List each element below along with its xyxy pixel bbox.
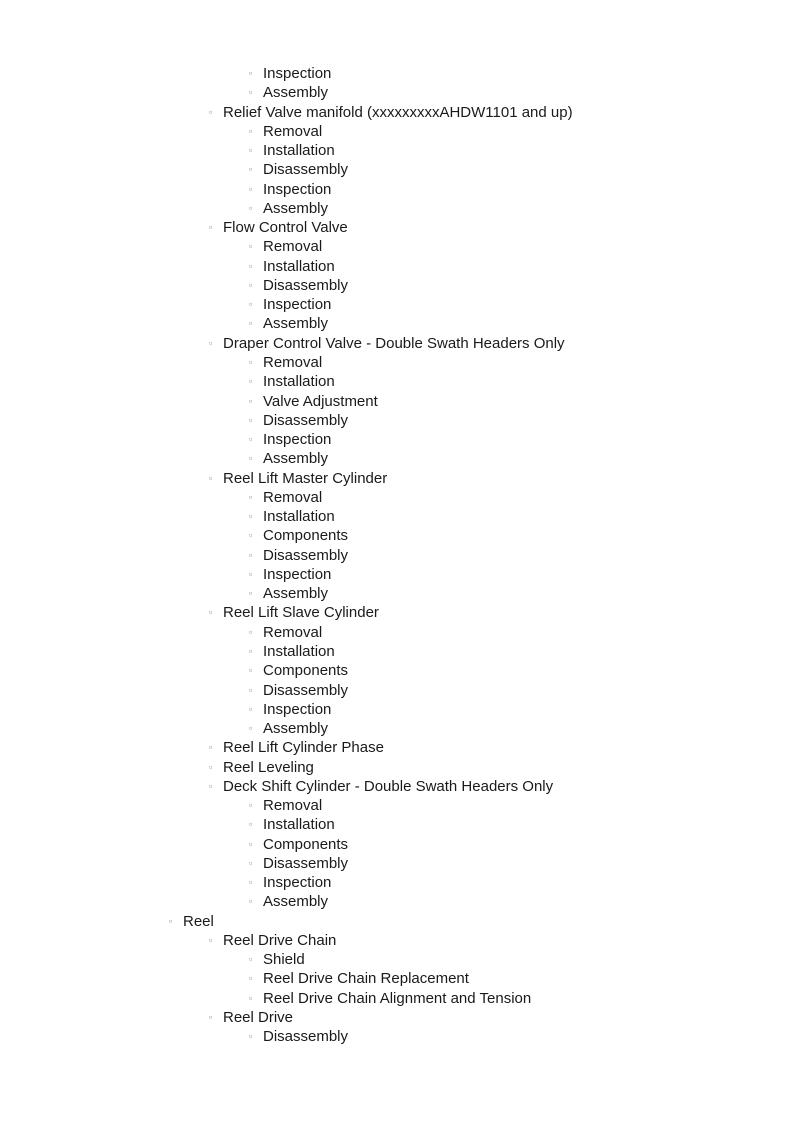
toc-item-label[interactable]: Components bbox=[263, 527, 349, 545]
toc-item-level-3[interactable] bbox=[0, 488, 794, 507]
list-bullet-icon: ▫ bbox=[209, 472, 213, 483]
list-bullet-icon: ▫ bbox=[249, 838, 253, 849]
list-bullet-icon: ▫ bbox=[249, 511, 253, 522]
toc-item-label[interactable]: Disassembly bbox=[263, 681, 349, 699]
toc-item-label[interactable]: Reel Lift Slave Cylinder bbox=[223, 604, 379, 622]
toc-item-level-2[interactable] bbox=[0, 738, 794, 757]
toc-item-label[interactable]: Deck Shift Cylinder - Double Swath Headers Only bbox=[223, 777, 554, 795]
list-bullet-icon: ▫ bbox=[249, 241, 253, 252]
toc-item-level-3[interactable] bbox=[0, 989, 794, 1008]
toc-item-label[interactable]: Reel Drive Chain Alignment and Tension bbox=[263, 989, 532, 1007]
toc-item-level-3[interactable] bbox=[0, 83, 794, 102]
toc-item-label[interactable]: Installation bbox=[263, 257, 335, 275]
toc-item-label[interactable]: Assembly bbox=[263, 84, 329, 102]
list-bullet-icon: ▫ bbox=[249, 260, 253, 271]
toc-item-label[interactable]: Inspection bbox=[263, 431, 332, 449]
toc-item-label[interactable]: Disassembly bbox=[263, 161, 349, 179]
toc-item-label[interactable]: Components bbox=[263, 835, 349, 853]
toc-item-label[interactable]: Inspection bbox=[263, 874, 332, 892]
list-bullet-icon: ▫ bbox=[209, 761, 213, 772]
toc-item-level-2[interactable] bbox=[0, 777, 794, 796]
list-bullet-icon: ▫ bbox=[249, 684, 253, 695]
toc-item-label[interactable]: Assembly bbox=[263, 450, 329, 468]
toc-item-label[interactable]: Disassembly bbox=[263, 854, 349, 872]
toc-item-level-3[interactable] bbox=[0, 64, 794, 83]
toc-item-level-3[interactable] bbox=[0, 353, 794, 372]
toc-item-label[interactable]: Removal bbox=[263, 797, 323, 815]
toc-item-level-1[interactable] bbox=[0, 912, 794, 931]
list-bullet-icon: ▫ bbox=[249, 703, 253, 714]
toc-item-label[interactable]: Disassembly bbox=[263, 276, 349, 294]
toc-item-label[interactable]: Removal bbox=[263, 122, 323, 140]
toc-item-label[interactable]: Draper Control Valve - Double Swath Headers Only bbox=[223, 334, 565, 352]
toc-item-label[interactable]: Assembly bbox=[263, 720, 329, 738]
toc-item-label[interactable]: Disassembly bbox=[263, 411, 349, 429]
toc-item-label[interactable]: Assembly bbox=[263, 893, 329, 911]
toc-item-label[interactable]: Installation bbox=[263, 642, 335, 660]
toc-item-level-3[interactable] bbox=[0, 565, 794, 584]
list-bullet-icon: ▫ bbox=[249, 800, 253, 811]
table-of-contents bbox=[0, 64, 794, 1047]
list-bullet-icon: ▫ bbox=[249, 395, 253, 406]
list-bullet-icon: ▫ bbox=[249, 954, 253, 965]
toc-item-label[interactable]: Inspection bbox=[263, 180, 332, 198]
list-bullet-icon: ▫ bbox=[209, 106, 213, 117]
toc-item-level-2[interactable] bbox=[0, 758, 794, 777]
toc-item-label[interactable]: Components bbox=[263, 662, 349, 680]
toc-item-level-3[interactable] bbox=[0, 873, 794, 892]
toc-item-label[interactable]: Assembly bbox=[263, 315, 329, 333]
list-bullet-icon: ▫ bbox=[249, 723, 253, 734]
list-bullet-icon: ▫ bbox=[249, 434, 253, 445]
toc-item-level-3[interactable] bbox=[0, 180, 794, 199]
list-bullet-icon: ▫ bbox=[249, 318, 253, 329]
toc-item-level-3[interactable] bbox=[0, 719, 794, 738]
list-bullet-icon: ▫ bbox=[249, 530, 253, 541]
list-bullet-icon: ▫ bbox=[249, 279, 253, 290]
toc-item-label[interactable]: Reel Lift Cylinder Phase bbox=[223, 739, 384, 757]
list-bullet-icon: ▫ bbox=[249, 819, 253, 830]
list-bullet-icon: ▫ bbox=[249, 453, 253, 464]
toc-item-level-2[interactable] bbox=[0, 469, 794, 488]
toc-item-level-3[interactable] bbox=[0, 835, 794, 854]
list-bullet-icon: ▫ bbox=[249, 645, 253, 656]
toc-item-label[interactable]: Inspection bbox=[263, 700, 332, 718]
toc-item-level-2[interactable] bbox=[0, 334, 794, 353]
toc-item-label[interactable]: Flow Control Valve bbox=[223, 219, 348, 237]
list-bullet-icon: ▫ bbox=[209, 222, 213, 233]
toc-item-label[interactable]: Installation bbox=[263, 142, 335, 160]
list-bullet-icon: ▫ bbox=[209, 1012, 213, 1023]
toc-item-level-3[interactable] bbox=[0, 122, 794, 141]
list-bullet-icon: ▫ bbox=[169, 915, 173, 926]
toc-item-level-3[interactable] bbox=[0, 815, 794, 834]
toc-item-label[interactable]: Inspection bbox=[263, 296, 332, 314]
list-bullet-icon: ▫ bbox=[249, 857, 253, 868]
list-bullet-icon: ▫ bbox=[249, 568, 253, 579]
toc-item-level-3[interactable] bbox=[0, 1027, 794, 1046]
toc-item-level-3[interactable] bbox=[0, 141, 794, 160]
toc-item-level-3[interactable] bbox=[0, 584, 794, 603]
toc-item-label[interactable]: Disassembly bbox=[263, 1028, 349, 1046]
toc-item-label[interactable]: Reel Drive Chain Replacement bbox=[263, 970, 469, 988]
toc-item-level-3[interactable] bbox=[0, 796, 794, 815]
toc-item-level-2[interactable] bbox=[0, 931, 794, 950]
toc-item-level-3[interactable] bbox=[0, 661, 794, 680]
toc-item-label[interactable]: Removal bbox=[263, 623, 323, 641]
toc-item-level-3[interactable] bbox=[0, 257, 794, 276]
toc-item-label[interactable]: Valve Adjustment bbox=[263, 392, 378, 410]
toc-item-level-3[interactable] bbox=[0, 199, 794, 218]
toc-item-level-3[interactable] bbox=[0, 449, 794, 468]
list-bullet-icon: ▫ bbox=[209, 607, 213, 618]
toc-item-level-3[interactable] bbox=[0, 430, 794, 449]
toc-item-level-3[interactable] bbox=[0, 700, 794, 719]
toc-item-label[interactable]: Removal bbox=[263, 238, 323, 256]
toc-item-label[interactable]: Reel Lift Master Cylinder bbox=[223, 469, 388, 487]
list-bullet-icon: ▫ bbox=[249, 588, 253, 599]
toc-item-level-3[interactable] bbox=[0, 892, 794, 911]
toc-item-label[interactable]: Reel Drive Chain bbox=[223, 931, 337, 949]
list-bullet-icon: ▫ bbox=[209, 780, 213, 791]
toc-item-label[interactable]: Shield bbox=[263, 951, 305, 969]
toc-item-level-2[interactable] bbox=[0, 1008, 794, 1027]
list-bullet-icon: ▫ bbox=[249, 183, 253, 194]
toc-item-label[interactable]: Removal bbox=[263, 488, 323, 506]
toc-item-label[interactable]: Reel Leveling bbox=[223, 758, 314, 776]
toc-item-level-3[interactable] bbox=[0, 160, 794, 179]
toc-item-level-3[interactable] bbox=[0, 314, 794, 333]
list-bullet-icon: ▫ bbox=[249, 68, 253, 78]
list-bullet-icon: ▫ bbox=[249, 992, 253, 1003]
toc-item-level-2[interactable] bbox=[0, 218, 794, 237]
list-bullet-icon: ▫ bbox=[209, 934, 213, 945]
list-bullet-icon: ▫ bbox=[249, 491, 253, 502]
toc-item-level-2[interactable] bbox=[0, 103, 794, 122]
list-bullet-icon: ▫ bbox=[249, 896, 253, 907]
toc-item-label[interactable]: Disassembly bbox=[263, 546, 349, 564]
toc-item-label[interactable]: Assembly bbox=[263, 585, 329, 603]
toc-item-level-3[interactable] bbox=[0, 969, 794, 988]
toc-item-level-3[interactable] bbox=[0, 854, 794, 873]
list-bullet-icon: ▫ bbox=[249, 87, 253, 98]
toc-item-label[interactable]: Removal bbox=[263, 353, 323, 371]
list-bullet-icon: ▫ bbox=[249, 973, 253, 984]
toc-item-label[interactable]: Installation bbox=[263, 816, 335, 834]
list-bullet-icon: ▫ bbox=[209, 742, 213, 753]
list-bullet-icon: ▫ bbox=[249, 1031, 253, 1042]
list-bullet-icon: ▫ bbox=[249, 877, 253, 888]
list-bullet-icon: ▫ bbox=[249, 299, 253, 310]
toc-item-label[interactable]: Reel bbox=[183, 912, 214, 930]
toc-item-level-3[interactable] bbox=[0, 526, 794, 545]
list-bullet-icon: ▫ bbox=[249, 665, 253, 676]
toc-item-label[interactable]: Installation bbox=[263, 508, 335, 526]
toc-item-label[interactable]: Inspection bbox=[263, 565, 332, 583]
list-bullet-icon: ▫ bbox=[249, 125, 253, 136]
toc-item-level-3[interactable] bbox=[0, 276, 794, 295]
toc-item-level-3[interactable] bbox=[0, 295, 794, 314]
toc-item-label[interactable]: Reel Drive bbox=[223, 1009, 294, 1027]
toc-item-level-3[interactable] bbox=[0, 411, 794, 430]
list-bullet-icon: ▫ bbox=[249, 414, 253, 425]
list-bullet-icon: ▫ bbox=[249, 202, 253, 213]
toc-item-level-3[interactable] bbox=[0, 372, 794, 391]
toc-item-label[interactable]: Installation bbox=[263, 373, 335, 391]
toc-item-level-3[interactable] bbox=[0, 237, 794, 256]
toc-item-label[interactable]: Relief Valve manifold (xxxxxxxxxAHDW1101 and up) bbox=[223, 103, 573, 121]
toc-item-label[interactable]: Inspection bbox=[263, 65, 332, 82]
toc-item-label[interactable]: Assembly bbox=[263, 199, 329, 217]
list-bullet-icon: ▫ bbox=[249, 376, 253, 387]
toc-item-level-3[interactable] bbox=[0, 546, 794, 565]
list-bullet-icon: ▫ bbox=[209, 337, 213, 348]
list-bullet-icon: ▫ bbox=[249, 549, 253, 560]
toc-item-level-3[interactable] bbox=[0, 681, 794, 700]
toc-item-level-3[interactable] bbox=[0, 623, 794, 642]
toc-item-level-2[interactable] bbox=[0, 603, 794, 622]
list-bullet-icon: ▫ bbox=[249, 164, 253, 175]
list-bullet-icon: ▫ bbox=[249, 626, 253, 637]
toc-item-level-3[interactable] bbox=[0, 507, 794, 526]
list-bullet-icon: ▫ bbox=[249, 356, 253, 367]
toc-item-level-3[interactable] bbox=[0, 950, 794, 969]
list-bullet-icon: ▫ bbox=[249, 145, 253, 156]
toc-item-level-3[interactable] bbox=[0, 392, 794, 411]
toc-item-level-3[interactable] bbox=[0, 642, 794, 661]
